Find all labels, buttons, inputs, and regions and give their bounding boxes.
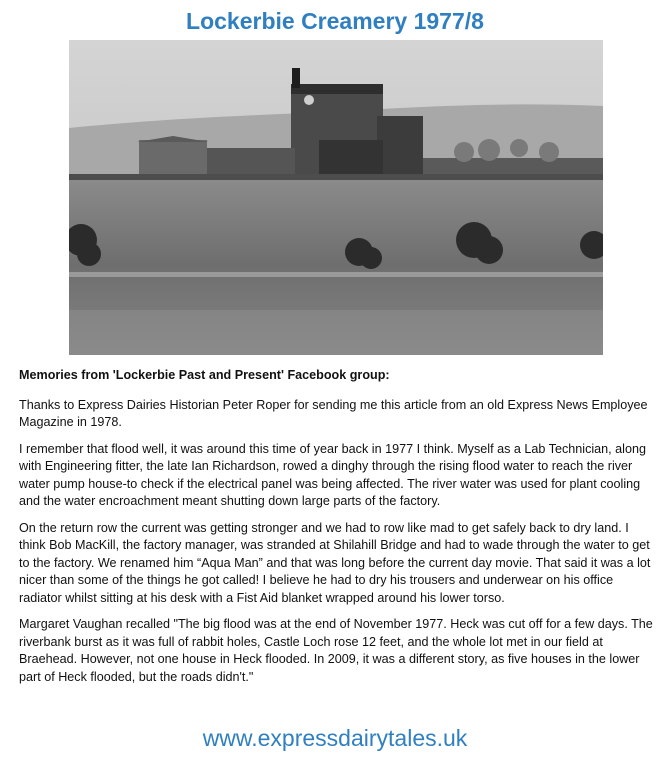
page-title: Lockerbie Creamery 1977/8 <box>186 8 484 34</box>
article-paragraph: Margaret Vaughan recalled "The big flood was at the end of November 1977. Heck was cut off for a few days. The riverbank burst as it was full of rabbit holes, Castle Loch rose 12 feet, and the whole lot met in our field at Braehead. However, not one house in Heck flooded. In 2009, it was a different story, as five houses in the lower part of Heck flooded, but the roads didn't." <box>19 617 653 684</box>
article-paragraph: I remember that flood well, it was around this time of year back in 1977 I think. Myself as a Lab Technician, along with Engineering fitter, the late Ian Richardson, rowed a dinghy through the rising flood water to reach the river water pump house-to check if the electrical panel was being affected. The river water was used for plant cooling and the water encroachment meant shutting down large parts of the factory. <box>19 441 646 508</box>
footer-website-url: www.expressdairytales.uk <box>202 725 468 751</box>
article-body <box>19 367 655 695</box>
article-paragraph: On the return row the current was getting stronger and we had to row like mad to get safely back to dry land. I think Bob MacKill, the factory manager, was stranded at Shilahill Bridge and had to wade through the water to get to the factory. We renamed him “Aqua Man” and that was long before the current day movie. That said it was a lot nicer than some of the things he got called! I believe he had to dry his trousers and underwear on his office radiator whilst sitting at his desk with a Fist Aid blanket wrapped around his lower torso. <box>19 520 651 605</box>
creamery-flood-photo <box>69 40 603 355</box>
article-heading: Memories from 'Lockerbie Past and Present' Facebook group: <box>19 368 390 382</box>
riverbank-line <box>69 272 603 277</box>
article-paragraph: Thanks to Express Dairies Historian Peter Roper for sending me this article from an old Express News Employee Magazine in 1978. <box>19 397 648 429</box>
foreground-water <box>69 310 603 355</box>
photo-illustration <box>69 40 603 355</box>
